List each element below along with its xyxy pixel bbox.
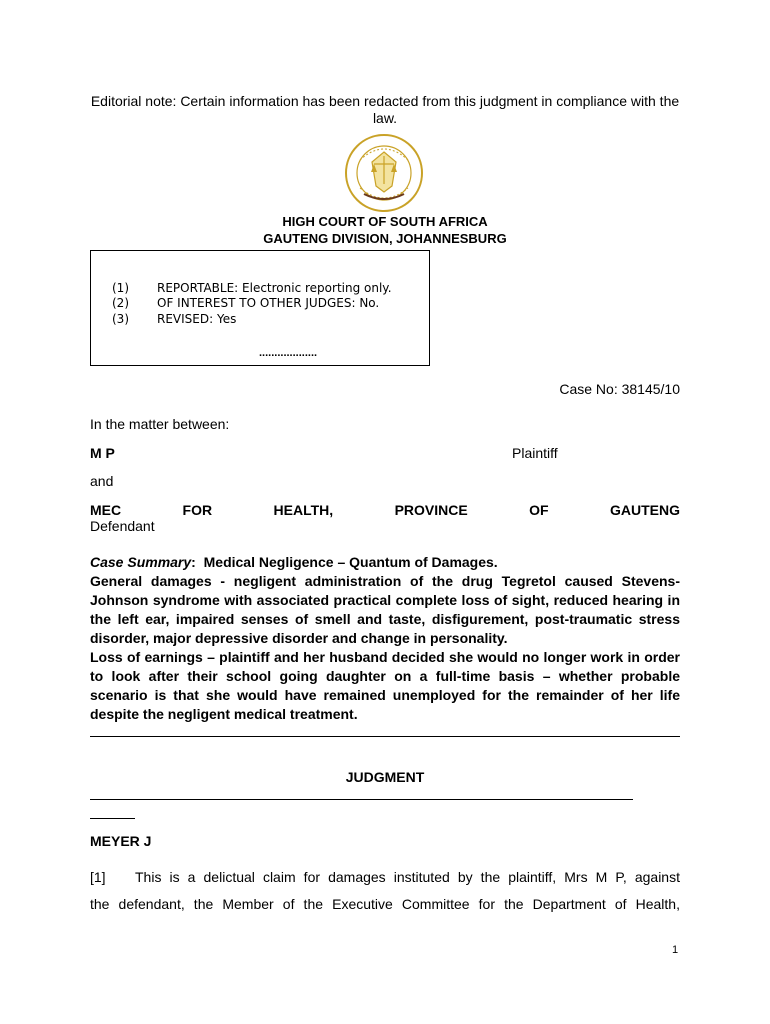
paragraph-line: the defendant, the Member of the Executive Committee for the Department of Health, xyxy=(90,896,680,912)
case-number: Case No: 38145/10 xyxy=(559,381,680,397)
summary-general-damages: General damages - negligent administration of the drug Tegretol caused Stevens-Johnson syndrome with associated practical complete loss of sight, reduced hearing in the left ear, impaired senses of smell and taste, disfigurement, post-traumatic stress disorder, major depressive disorder and change in personality. xyxy=(90,573,680,646)
court-name: HIGH COURT OF SOUTH AFRICA xyxy=(282,214,488,229)
divider xyxy=(90,818,135,819)
page-number: 1 xyxy=(672,944,679,956)
reportable-item: (3) REVISED: Yes xyxy=(112,312,237,326)
judge-name: MEYER J xyxy=(90,833,152,849)
paragraph-1 xyxy=(90,864,680,918)
divider xyxy=(90,799,633,800)
reportable-item: (2) OF INTEREST TO OTHER JUDGES: No. xyxy=(112,296,380,310)
divider xyxy=(90,736,680,737)
plaintiff-role: Plaintiff xyxy=(512,445,558,461)
plaintiff-name: M P xyxy=(90,445,115,461)
reportable-box xyxy=(90,250,430,366)
defendant-role: Defendant xyxy=(90,518,155,534)
and-text: and xyxy=(90,473,114,489)
editorial-note: Editorial note: Certain information has been redacted from this judgment in compliance with the law. xyxy=(90,93,680,126)
judgment-heading: JUDGMENT xyxy=(345,769,425,785)
judiciary-seal-icon xyxy=(334,132,434,214)
matter-between: In the matter between: xyxy=(90,416,230,432)
court-heading xyxy=(90,213,680,247)
court-division: GAUTENG DIVISION, JOHANNESBURG xyxy=(263,231,507,246)
summary-loss-of-earnings: Loss of earnings – plaintiff and her husband decided she would no longer work in order to look after their school going daughter on a full-time basis – whether probable scenario is that she would have remained unemployed for the remainder of her life despite the negligent medical treatment. xyxy=(90,649,680,722)
reportable-item: (1) REPORTABLE: Electronic reporting only. xyxy=(112,281,392,295)
case-summary xyxy=(90,553,680,724)
paragraph-line: [1] This is a delictual claim for damages instituted by the plaintiff, Mrs M P, against xyxy=(90,869,680,885)
case-summary-title: Case Summary: Medical Negligence – Quantum of Damages. xyxy=(90,554,498,570)
defendant-name: MEC FOR HEALTH, PROVINCE OF GAUTENG xyxy=(90,502,680,518)
signature-line: ................... xyxy=(259,347,318,359)
